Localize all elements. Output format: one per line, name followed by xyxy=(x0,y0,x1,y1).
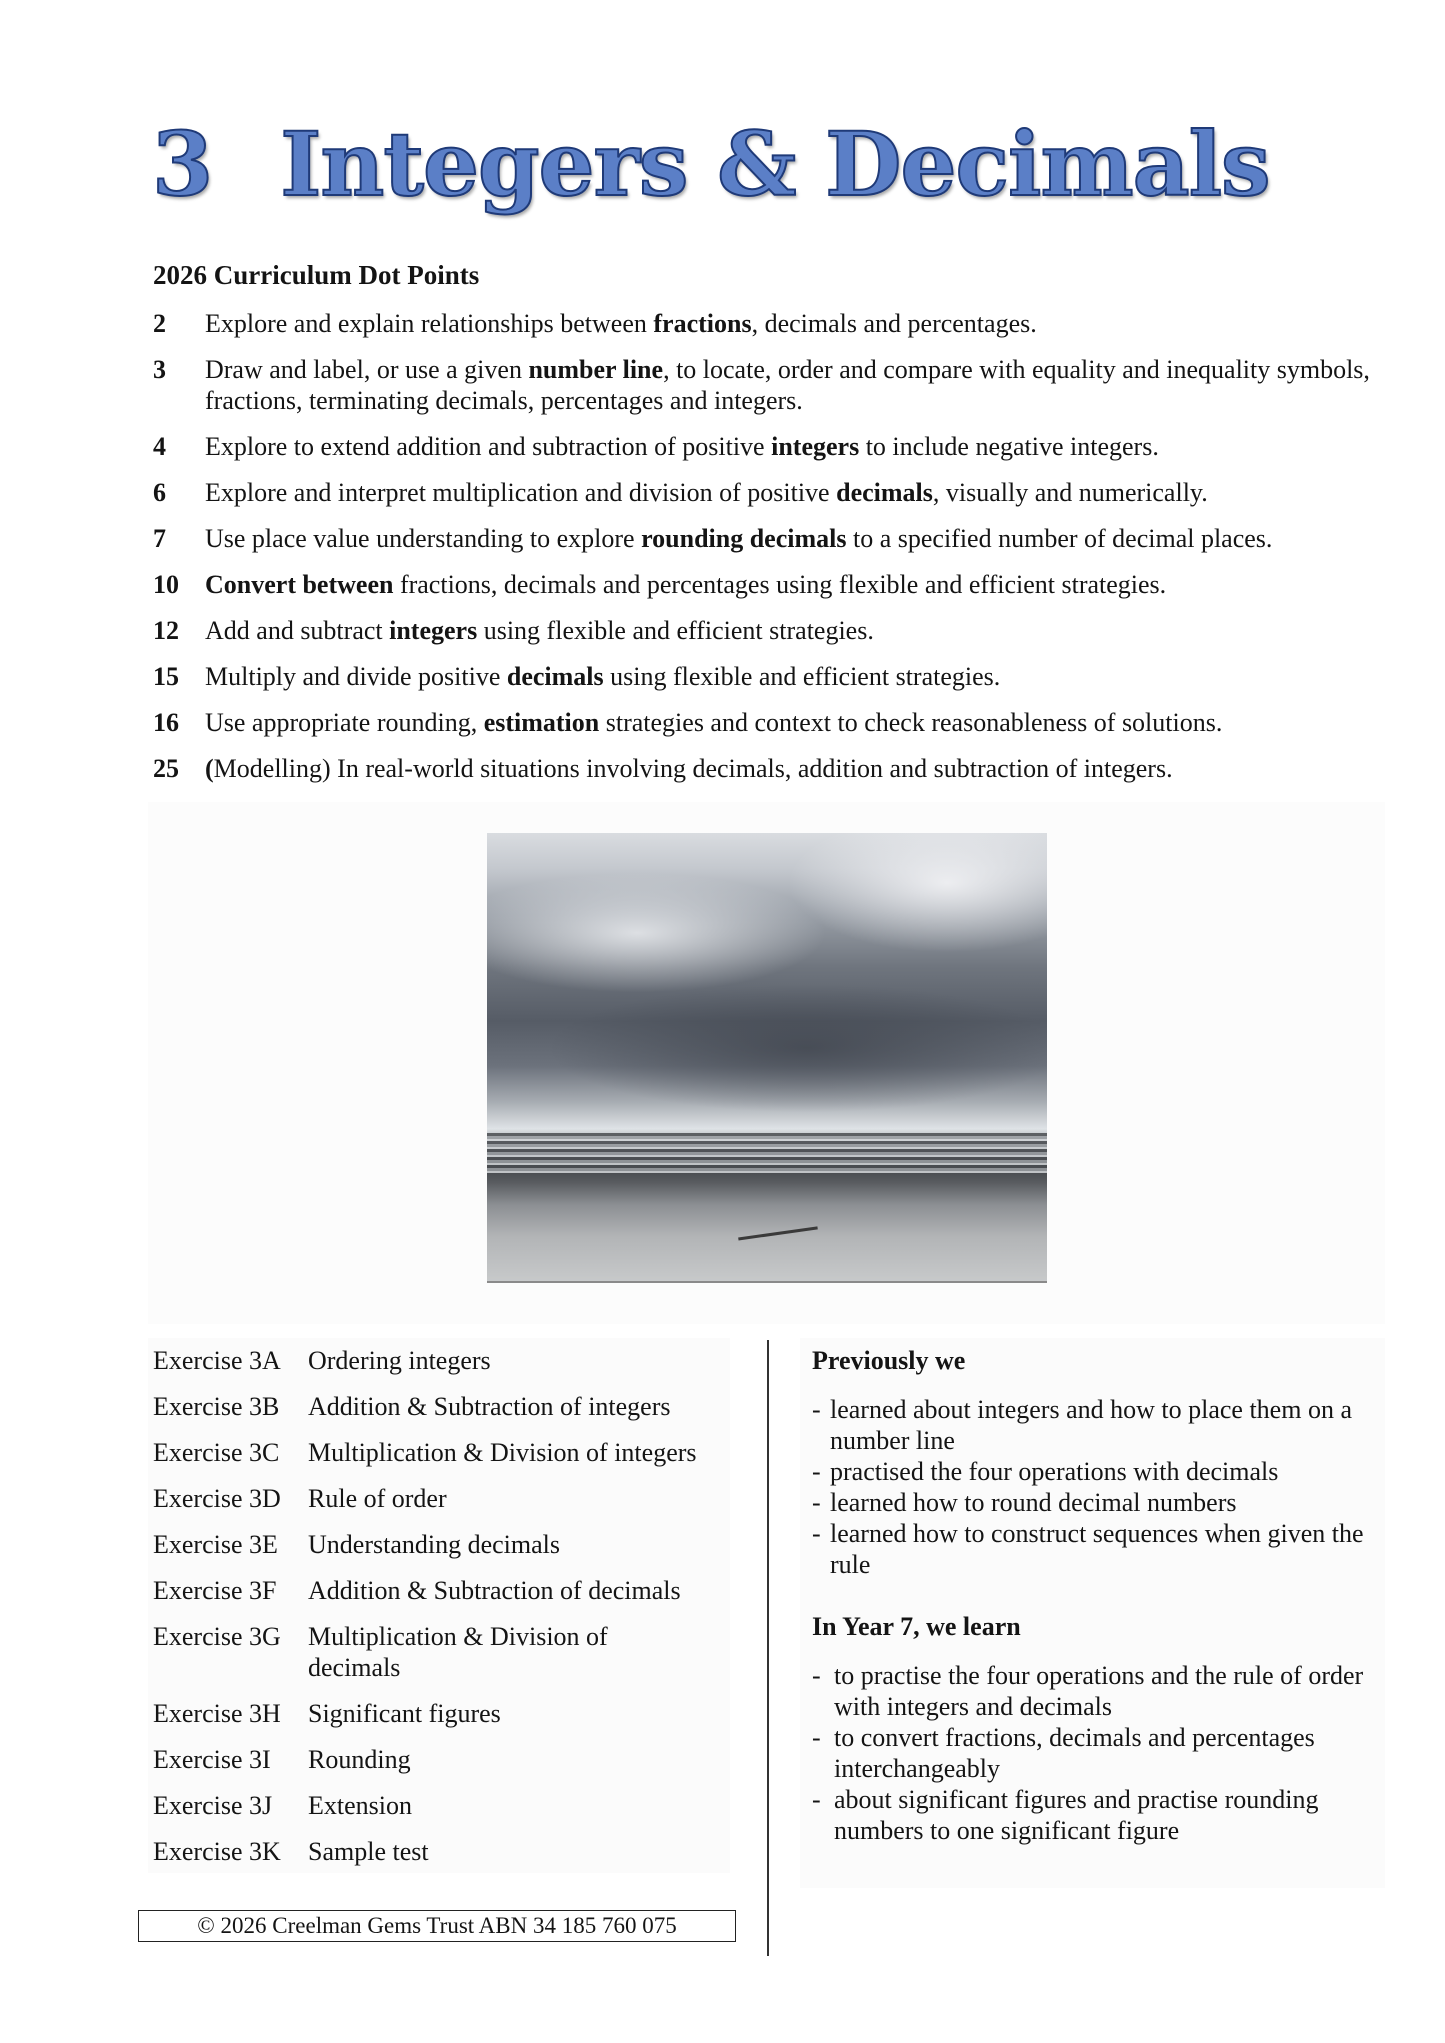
exercise-item xyxy=(153,1621,638,1683)
exercise-item xyxy=(153,1744,728,1775)
exercise-code: Exercise 3B xyxy=(153,1392,280,1421)
exercise-item xyxy=(153,1836,728,1867)
dot-point: 7 Use place value understanding to explore rounding decimals to a specified number of decimal places. xyxy=(153,524,1273,553)
exercise-code: Exercise 3K xyxy=(153,1837,281,1866)
exercise-item xyxy=(153,1437,728,1468)
exercise-title: Ordering integers xyxy=(308,1346,491,1375)
previously-item: - practised the four operations with decimals xyxy=(812,1457,1279,1486)
exercise-code: Exercise 3H xyxy=(153,1699,281,1728)
dot-point: 2 Explore and explain relationships between fractions, decimals and percentages. xyxy=(153,309,1037,338)
exercise-title: Multiplication & Division of decimals xyxy=(308,1622,608,1682)
exercise-title: Addition & Subtraction of integers xyxy=(308,1392,671,1421)
year7-item: - about significant figures and practise rounding numbers to one significant figure xyxy=(812,1785,1319,1845)
exercise-title: Rule of order xyxy=(308,1484,447,1513)
exercise-item xyxy=(153,1575,728,1606)
year7-item: - to convert fractions, decimals and percentages interchangeably xyxy=(812,1723,1315,1783)
exercise-item xyxy=(153,1483,728,1514)
exercise-code: Exercise 3G xyxy=(153,1622,281,1651)
exercise-code: Exercise 3J xyxy=(153,1791,273,1820)
previously-heading: Previously we xyxy=(812,1346,966,1375)
dot-point: 3 Draw and label, or use a given number line, to locate, order and compare with equality and inequality symbols, fractions, terminating decimals, percentages and integers. xyxy=(153,355,1370,415)
exercise-item xyxy=(153,1698,728,1729)
chapter-title-text: Integers & Decimals xyxy=(280,112,1270,216)
beach-storm-photo xyxy=(487,833,1047,1283)
exercise-title: Sample test xyxy=(308,1837,429,1866)
exercise-code: Exercise 3I xyxy=(153,1745,271,1774)
dot-point: 12 Add and subtract integers using flexible and efficient strategies. xyxy=(153,616,874,645)
previously-list xyxy=(812,1394,1387,1580)
exercise-item xyxy=(153,1790,728,1821)
exercise-title: Significant figures xyxy=(308,1699,501,1728)
exercise-item xyxy=(153,1529,728,1560)
chapter-number: 3 xyxy=(152,112,213,216)
exercise-code: Exercise 3E xyxy=(153,1530,278,1559)
exercise-code: Exercise 3D xyxy=(153,1484,281,1513)
column-divider xyxy=(767,1340,769,1956)
previously-item: - learned about integers and how to place them on a number line xyxy=(812,1395,1352,1455)
exercise-item xyxy=(153,1391,728,1422)
curriculum-dot-points xyxy=(153,308,1393,799)
exercise-title: Understanding decimals xyxy=(308,1530,560,1559)
previously-item: - learned how to round decimal numbers xyxy=(812,1488,1237,1517)
chapter-title xyxy=(152,112,1270,216)
dot-point: 10 Convert between fractions, decimals and percentages using flexible and efficient strategies. xyxy=(153,570,1167,599)
dot-point: 25 (Modelling) In real-world situations involving decimals, addition and subtraction of integers. xyxy=(153,754,1173,783)
exercise-list xyxy=(153,1345,728,1882)
year7-list xyxy=(812,1660,1382,1846)
dot-point: 6 Explore and interpret multiplication and division of positive decimals, visually and numerically. xyxy=(153,478,1208,507)
exercise-title: Multiplication & Division of integers xyxy=(308,1438,697,1467)
exercise-title: Addition & Subtraction of decimals xyxy=(308,1576,681,1605)
year7-heading: In Year 7, we learn xyxy=(812,1612,1021,1641)
exercise-title: Rounding xyxy=(308,1745,411,1774)
dot-point: 4 Explore to extend addition and subtraction of positive integers to include negative integers. xyxy=(153,432,1159,461)
exercise-code: Exercise 3F xyxy=(153,1576,277,1605)
dot-point: 15 Multiply and divide positive decimals using flexible and efficient strategies. xyxy=(153,662,1001,691)
exercise-title: Extension xyxy=(308,1791,412,1820)
previously-item: - learned how to construct sequences when given the rule xyxy=(812,1519,1364,1579)
year7-item: - to practise the four operations and the rule of order with integers and decimals xyxy=(812,1661,1364,1721)
exercise-code: Exercise 3C xyxy=(153,1438,280,1467)
copyright-footer: © 2026 Creelman Gems Trust ABN 34 185 760 075 xyxy=(138,1910,736,1942)
dot-point: 16 Use appropriate rounding, estimation strategies and context to check reasonableness of solutions. xyxy=(153,708,1223,737)
curriculum-heading: 2026 Curriculum Dot Points xyxy=(153,260,480,290)
exercise-code: Exercise 3A xyxy=(153,1346,281,1375)
exercise-item xyxy=(153,1345,728,1376)
